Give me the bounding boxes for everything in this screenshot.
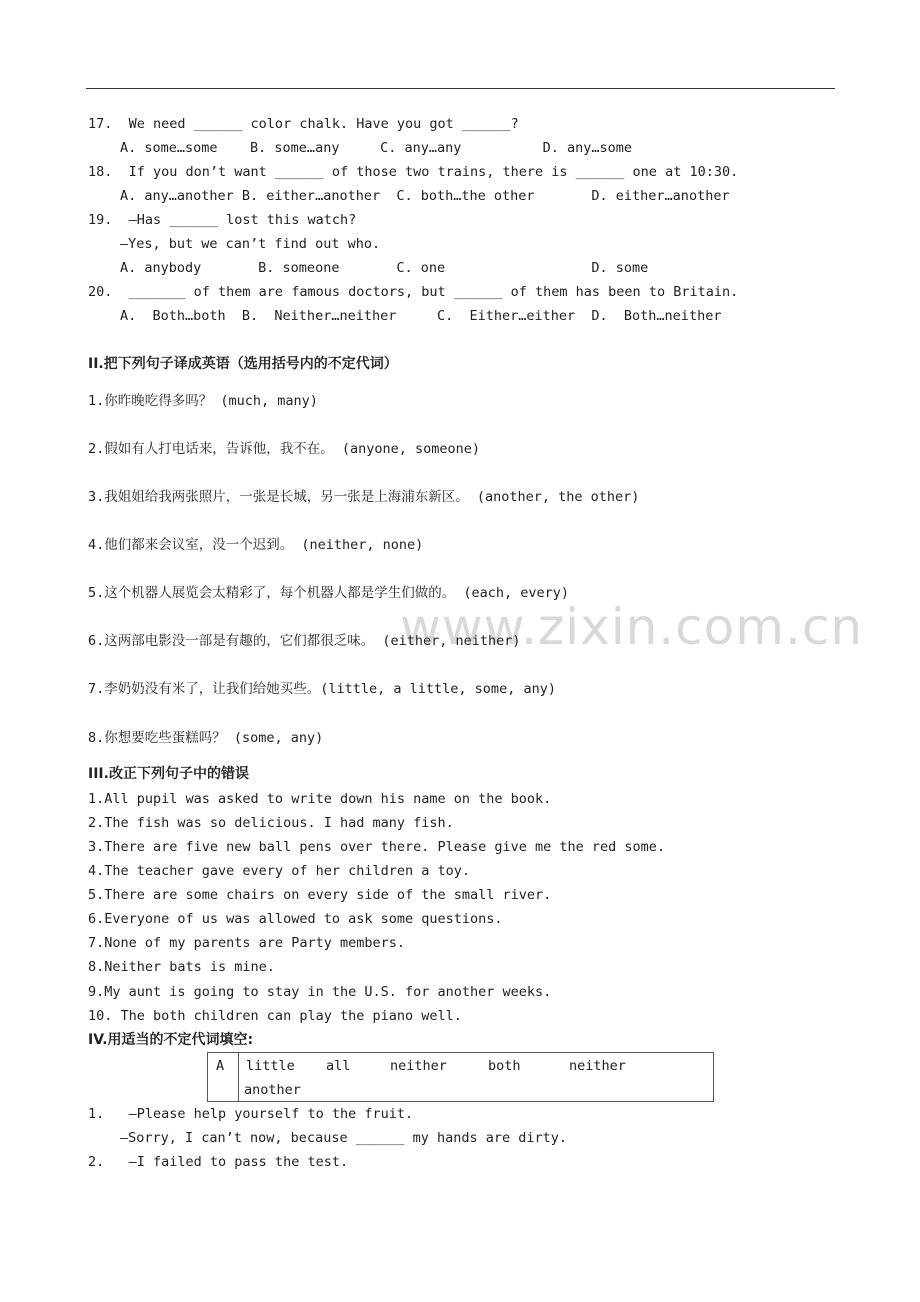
correct-item-4: 4.The teacher gave every of her children a toy. [88, 863, 471, 879]
translate-item-8: 8.你想要吃些蛋糕吗？ (some, any) [88, 730, 324, 746]
question-19-reply: —Yes, but we can’t find out who. [120, 236, 381, 252]
question-18: 18. If you don’t want ______ of those two trains, there is ______ one at 10:30. [88, 164, 739, 180]
correct-item-6: 6.Everyone of us was allowed to ask some questions. [88, 911, 503, 927]
fill-question-1: 1. —Please help yourself to the fruit. [88, 1106, 414, 1122]
word-box-label-cell [208, 1053, 239, 1101]
question-19: 19. —Has ______ lost this watch? [88, 212, 357, 228]
correct-item-7: 7.None of my parents are Party members. [88, 935, 405, 951]
translate-item-6: 6.这两部电影没一部是有趣的，它们都很乏味。 (either, neither) [88, 633, 521, 649]
question-20-options: A. Both…both B. Neither…neither C. Either…either D. Both…neither [120, 308, 722, 324]
question-20: 20. _______ of them are famous doctors, but ______ of them has been to Britain. [88, 284, 739, 300]
translate-item-5: 5.这个机器人展览会太精彩了，每个机器人都是学生们做的。 (each, every) [88, 585, 570, 601]
correct-item-10: 10. The both children can play the piano well. [88, 1008, 462, 1024]
translate-item-2: 2.假如有人打电话来，告诉他，我不在。 (anyone, someone) [88, 441, 481, 457]
word-option: neither [390, 1058, 447, 1074]
translate-item-4: 4.他们都来会议室，没一个迟到。 (neither, none) [88, 537, 424, 553]
correct-item-2: 2.The fish was so delicious. I had many fish. [88, 815, 454, 831]
word-box [207, 1052, 714, 1102]
question-17: 17. We need ______ color chalk. Have you got ______? [88, 116, 519, 132]
fill-question-1-reply: —Sorry, I can’t now, because ______ my hands are dirty. [120, 1130, 568, 1146]
word-box-label: A [216, 1058, 225, 1074]
translate-item-3: 3.我姐姐给我两张照片，一张是长城，另一张是上海浦东新区。 (another, the other) [88, 489, 640, 505]
word-option: little [246, 1058, 295, 1074]
section-3-title: III.改正下列句子中的错误 [88, 766, 249, 782]
word-option: both [488, 1058, 521, 1074]
correct-item-1: 1.All pupil was asked to write down his name on the book. [88, 791, 552, 807]
correct-item-9: 9.My aunt is going to stay in the U.S. for another weeks. [88, 984, 552, 1000]
translate-item-1: 1.你昨晚吃得多吗？ (much, many) [88, 393, 318, 409]
question-18-options: A. any…another B. either…another C. both…the other D. either…another [120, 188, 730, 204]
word-option: all [326, 1058, 351, 1074]
question-19-options: A. anybody B. someone C. one D. some [120, 260, 649, 276]
translate-item-7: 7.李奶奶没有米了，让我们给她买些。(little, a little, some, any) [88, 681, 556, 697]
word-option: neither [569, 1058, 626, 1074]
word-option: another [244, 1082, 301, 1098]
section-4-title: IV.用适当的不定代词填空: [88, 1032, 254, 1048]
section-2-title: II.把下列句子译成英语（选用括号内的不定代词） [88, 356, 398, 372]
header-rule [86, 88, 835, 89]
correct-item-3: 3.There are five new ball pens over there. Please give me the red some. [88, 839, 666, 855]
question-17-options: A. some…some B. some…any C. any…any D. any…some [120, 140, 633, 156]
watermark: www.zixin.com.cn [400, 598, 864, 656]
correct-item-8: 8.Neither bats is mine. [88, 959, 275, 975]
correct-item-5: 5.There are some chairs on every side of the small river. [88, 887, 552, 903]
fill-question-2: 2. —I failed to pass the test. [88, 1154, 349, 1170]
